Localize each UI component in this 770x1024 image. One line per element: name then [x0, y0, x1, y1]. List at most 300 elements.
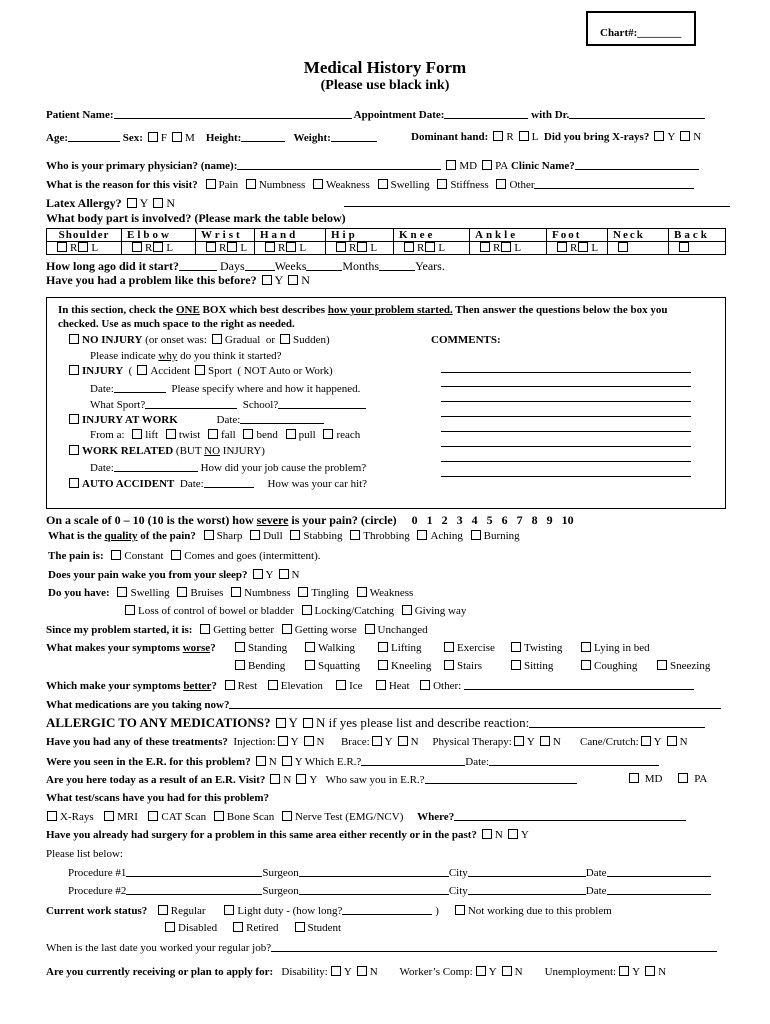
- sudden-label: Sudden): [293, 334, 330, 346]
- giving-way-label: Giving way: [414, 605, 467, 617]
- before-n-checkbox[interactable]: [288, 275, 298, 285]
- do-you-have-row: [48, 587, 413, 599]
- better-other-checkbox[interactable]: [420, 680, 430, 690]
- heat-checkbox[interactable]: [376, 680, 386, 690]
- bowel-bladder-label: Loss of control of bowel or bladder: [138, 605, 294, 617]
- duration-years-field[interactable]: [379, 260, 415, 271]
- weakness-checkbox[interactable]: [357, 587, 367, 597]
- before-y-label: Y: [274, 273, 284, 287]
- worse-twisting: [506, 642, 562, 654]
- unemployment-y-checkbox[interactable]: [619, 966, 629, 976]
- procedure-row: [68, 884, 711, 897]
- work-related-text: INJURY): [220, 445, 265, 457]
- weight-label: Weight:: [293, 132, 331, 144]
- n-label: N: [369, 966, 378, 978]
- comment-line[interactable]: [441, 446, 691, 447]
- throbbing-checkbox[interactable]: [350, 530, 360, 540]
- physician-label: Who is your primary physician? (name):: [46, 160, 238, 172]
- y-label: Y: [290, 736, 299, 748]
- school-label: School?: [242, 399, 279, 411]
- r-label: R: [145, 242, 153, 254]
- procedure-date-field[interactable]: [607, 884, 711, 895]
- student-checkbox[interactable]: [295, 922, 305, 932]
- accident-checkbox[interactable]: [137, 365, 147, 375]
- intermittent-checkbox[interactable]: [171, 550, 181, 560]
- work-mechanism-row: [90, 429, 360, 441]
- no-injury-checkbox[interactable]: [69, 334, 79, 344]
- indicate-why-row: [90, 350, 282, 362]
- shoulder-l-checkbox[interactable]: [78, 242, 88, 252]
- worse-kneeling: [373, 660, 431, 672]
- since-row: [46, 624, 428, 636]
- kneeling-checkbox[interactable]: [378, 660, 388, 670]
- unchanged-checkbox[interactable]: [365, 624, 375, 634]
- r-label: R: [570, 242, 578, 254]
- brace-label: Brace:: [340, 736, 370, 748]
- car-hit-label: How was your car hit?: [267, 478, 368, 490]
- bend-label: bend: [256, 429, 278, 441]
- worse-sneezing: [652, 660, 710, 672]
- duration-months-field[interactable]: [306, 260, 342, 271]
- light-duty-label: Light duty - (how long?: [237, 905, 343, 917]
- school-field[interactable]: [278, 398, 366, 409]
- weight-field[interactable]: [331, 131, 377, 142]
- bruises-checkbox[interactable]: [177, 587, 187, 597]
- er-label: Were you seen in the E.R. for this problem?: [46, 756, 251, 768]
- sport-label: Sport: [208, 365, 232, 377]
- allergic-n-checkbox[interactable]: [303, 718, 313, 728]
- back-cell: [669, 242, 726, 255]
- dull-label: Dull: [263, 530, 283, 542]
- getting-worse-checkbox[interactable]: [282, 624, 292, 634]
- reason-other-checkbox[interactable]: [496, 179, 506, 189]
- dull-checkbox[interactable]: [250, 530, 260, 540]
- latex-row: [46, 196, 175, 211]
- surgeon-field[interactable]: [299, 884, 449, 895]
- light-duty-checkbox[interactable]: [224, 905, 234, 915]
- hip-r-checkbox[interactable]: [336, 242, 346, 252]
- medications-field[interactable]: [229, 698, 721, 709]
- walking-checkbox[interactable]: [305, 642, 315, 652]
- better-word: better: [183, 680, 212, 692]
- surgery-n-checkbox[interactable]: [482, 829, 492, 839]
- sex-f-checkbox[interactable]: [148, 132, 158, 142]
- col-knee: Knee: [394, 229, 470, 242]
- rest-label: Rest: [237, 680, 258, 692]
- injury-label: INJURY: [82, 365, 124, 377]
- injury-work-label: INJURY AT WORK: [82, 414, 178, 426]
- elevation-label: Elevation: [280, 680, 323, 692]
- gradual-label: Gradual: [224, 334, 261, 346]
- not-working-label: Not working due to this problem: [467, 905, 612, 917]
- physician-pa-checkbox[interactable]: [482, 160, 492, 170]
- treatments-label: Have you had any of these treatments?: [46, 736, 228, 748]
- comment-line[interactable]: [441, 476, 691, 477]
- regular-checkbox[interactable]: [158, 905, 168, 915]
- hip-l-checkbox[interactable]: [357, 242, 367, 252]
- bending-label: Bending: [248, 660, 286, 672]
- bending-checkbox[interactable]: [235, 660, 245, 670]
- auto-date-field[interactable]: [204, 477, 254, 488]
- where-field[interactable]: [454, 810, 686, 821]
- pain-scale-values[interactable]: [412, 513, 574, 527]
- er-n-checkbox[interactable]: [256, 756, 266, 766]
- sex-f-label: F: [160, 132, 168, 144]
- lifting-checkbox[interactable]: [378, 642, 388, 652]
- injection-n-checkbox[interactable]: [304, 736, 314, 746]
- better-other-field[interactable]: [464, 679, 694, 690]
- dominant-l-label: L: [531, 131, 539, 143]
- do-you-have-row-2: [120, 605, 466, 617]
- age-label: Age:: [46, 132, 68, 144]
- disability-y-checkbox[interactable]: [331, 966, 341, 976]
- elbow-r-checkbox[interactable]: [132, 242, 142, 252]
- er-pa-label: PA: [694, 773, 708, 785]
- xrays-test-label: X-Rays: [60, 811, 94, 823]
- intro-text: BOX which best describes: [199, 304, 328, 316]
- pain-1[interactable]: 1: [426, 513, 433, 527]
- squatting-checkbox[interactable]: [305, 660, 315, 670]
- sitting-checkbox[interactable]: [511, 660, 521, 670]
- comment-line[interactable]: [441, 431, 691, 432]
- appointment-date-label: Appointment Date:: [353, 109, 445, 121]
- reason-stiffness-label: Stiffness: [450, 179, 489, 191]
- latex-y-checkbox[interactable]: [127, 198, 137, 208]
- xrays-n-checkbox[interactable]: [680, 131, 690, 141]
- student-label: Student: [307, 922, 342, 934]
- pain-8[interactable]: 8: [531, 513, 538, 527]
- mri-checkbox[interactable]: [104, 811, 114, 821]
- work-date-row: [90, 461, 366, 474]
- allergic-y-label: Y: [288, 715, 298, 730]
- pain-4[interactable]: 4: [471, 513, 478, 527]
- back-checkbox[interactable]: [679, 242, 689, 252]
- stairs-checkbox[interactable]: [444, 660, 454, 670]
- worse-text: ?: [210, 642, 216, 654]
- reason-weakness-checkbox[interactable]: [313, 179, 323, 189]
- latex-y-label: Y: [139, 196, 149, 210]
- work-related-text: (BUT: [175, 445, 205, 457]
- reason-label: What is the reason for this visit?: [46, 179, 198, 191]
- swelling-checkbox[interactable]: [117, 587, 127, 597]
- coughing-checkbox[interactable]: [581, 660, 591, 670]
- sport-field[interactable]: [145, 398, 237, 409]
- disability-label: Disability:: [281, 966, 328, 978]
- hand-r-checkbox[interactable]: [265, 242, 275, 252]
- nerve-test-checkbox[interactable]: [282, 811, 292, 821]
- hand-rl-cell: [255, 242, 326, 255]
- er-which-field[interactable]: [361, 755, 465, 766]
- before-y-checkbox[interactable]: [262, 275, 272, 285]
- r-label: R: [278, 242, 286, 254]
- pain-6[interactable]: 6: [501, 513, 508, 527]
- worse-exercise: [439, 642, 495, 654]
- latex-reaction-line[interactable]: [344, 206, 730, 207]
- appointment-date-field[interactable]: [444, 108, 528, 119]
- shoulder-r-checkbox[interactable]: [57, 242, 67, 252]
- better-text: ?: [211, 680, 217, 692]
- pt-y-checkbox[interactable]: [514, 736, 524, 746]
- surgeon-field[interactable]: [299, 866, 449, 877]
- city-field[interactable]: [468, 884, 586, 895]
- brace-n-checkbox[interactable]: [398, 736, 408, 746]
- er-visit-n-label: N: [283, 774, 292, 786]
- tingling-checkbox[interactable]: [298, 587, 308, 597]
- reach-checkbox[interactable]: [323, 429, 333, 439]
- reason-numbness-label: Numbness: [258, 179, 306, 191]
- physician-md-checkbox[interactable]: [446, 160, 456, 170]
- allergic-y-checkbox[interactable]: [276, 718, 286, 728]
- pain-5[interactable]: 5: [486, 513, 493, 527]
- doctor-field[interactable]: [569, 108, 705, 119]
- stairs-label: Stairs: [457, 660, 483, 672]
- rest-checkbox[interactable]: [225, 680, 235, 690]
- er-date-field[interactable]: [489, 755, 659, 766]
- procedure-label: Procedure #1: [68, 867, 127, 879]
- reason-pain-checkbox[interactable]: [206, 179, 216, 189]
- er-date-label: Date:: [465, 756, 490, 768]
- neck-cell: [608, 242, 669, 255]
- sneezing-checkbox[interactable]: [657, 660, 667, 670]
- injury-checkbox[interactable]: [69, 365, 79, 375]
- workers-comp-n-checkbox[interactable]: [502, 966, 512, 976]
- last-date-label: When is the last date you worked your regular job?: [46, 942, 272, 954]
- clinic-field[interactable]: [575, 159, 699, 170]
- cat-scan-label: CAT Scan: [161, 811, 207, 823]
- wrist-l-checkbox[interactable]: [227, 242, 237, 252]
- lift-label: lift: [145, 429, 159, 441]
- reason-other-label: Other: [509, 179, 535, 191]
- date-label: Date:: [216, 414, 241, 426]
- knee-r-checkbox[interactable]: [404, 242, 414, 252]
- foot-l-checkbox[interactable]: [578, 242, 588, 252]
- getting-better-checkbox[interactable]: [200, 624, 210, 634]
- exercise-checkbox[interactable]: [444, 642, 454, 652]
- procedure-field[interactable]: [126, 884, 262, 895]
- injury-date-field[interactable]: [114, 382, 166, 393]
- injection-y-checkbox[interactable]: [278, 736, 288, 746]
- xrays-test-checkbox[interactable]: [47, 811, 57, 821]
- cat-scan-checkbox[interactable]: [148, 811, 158, 821]
- unemployment-label: Unemployment:: [544, 966, 617, 978]
- weakness-label: Weakness: [369, 587, 414, 599]
- pain-is-row: [48, 550, 321, 562]
- locking-checkbox[interactable]: [302, 605, 312, 615]
- not-working-checkbox[interactable]: [455, 905, 465, 915]
- gradual-checkbox[interactable]: [212, 334, 222, 344]
- allergic-row: [46, 715, 705, 731]
- fall-checkbox[interactable]: [208, 429, 218, 439]
- cane-y-checkbox[interactable]: [641, 736, 651, 746]
- bend-checkbox[interactable]: [243, 429, 253, 439]
- injury-work-row: [64, 413, 324, 426]
- work-date-field[interactable]: [240, 413, 324, 424]
- auto-accident-checkbox[interactable]: [69, 478, 79, 488]
- pt-label: Physical Therapy:: [432, 736, 512, 748]
- last-date-field[interactable]: [271, 941, 717, 952]
- comment-line[interactable]: [441, 401, 691, 402]
- disability-n-checkbox[interactable]: [357, 966, 367, 976]
- constant-checkbox[interactable]: [111, 550, 121, 560]
- twist-checkbox[interactable]: [166, 429, 176, 439]
- comment-line[interactable]: [441, 461, 691, 462]
- allergic-reaction-field[interactable]: [529, 717, 705, 728]
- since-label: Since my problem started, it is:: [46, 624, 193, 636]
- ankle-r-checkbox[interactable]: [480, 242, 490, 252]
- numbness-checkbox[interactable]: [231, 587, 241, 597]
- bone-scan-label: Bone Scan: [226, 811, 275, 823]
- age-field[interactable]: [68, 131, 120, 142]
- latex-n-checkbox[interactable]: [153, 198, 163, 208]
- r-label: R: [70, 242, 78, 254]
- aching-checkbox[interactable]: [417, 530, 427, 540]
- knee-l-checkbox[interactable]: [425, 242, 435, 252]
- patient-name-row: [46, 108, 705, 121]
- er-y-checkbox[interactable]: [282, 756, 292, 766]
- elbow-l-checkbox[interactable]: [153, 242, 163, 252]
- giving-way-checkbox[interactable]: [402, 605, 412, 615]
- er-n-label: N: [268, 756, 277, 768]
- duration-weeks-field[interactable]: [245, 260, 275, 271]
- city-field[interactable]: [468, 866, 586, 877]
- disabled-label: Disabled: [178, 922, 218, 934]
- ankle-l-checkbox[interactable]: [501, 242, 511, 252]
- stabbing-label: Stabbing: [303, 530, 343, 542]
- wrist-r-checkbox[interactable]: [206, 242, 216, 252]
- duration-days-field[interactable]: [179, 260, 217, 271]
- age-row: [46, 131, 377, 144]
- surgery-y-checkbox[interactable]: [508, 829, 518, 839]
- pt-n-checkbox[interactable]: [540, 736, 550, 746]
- pain-0[interactable]: 0: [411, 513, 418, 527]
- procedure-date-field[interactable]: [607, 866, 711, 877]
- unemployment-n-checkbox[interactable]: [645, 966, 655, 976]
- worse-standing: [230, 642, 287, 654]
- throbbing-label: Throbbing: [363, 530, 410, 542]
- disabled-checkbox[interactable]: [165, 922, 175, 932]
- xrays-y-checkbox[interactable]: [654, 131, 664, 141]
- injury-work-checkbox[interactable]: [69, 414, 79, 424]
- pain-is-label: The pain is:: [48, 550, 104, 562]
- better-other-label: Other:: [433, 680, 462, 692]
- er-visit-y-checkbox[interactable]: [296, 774, 306, 784]
- onset-was-label: (or onset was:: [145, 334, 207, 346]
- patient-name-field[interactable]: [114, 108, 352, 119]
- injury-row: INJURY ( Accident Sport ( NOT Auto or Work): [64, 365, 333, 377]
- work-related-no: NO: [204, 445, 221, 457]
- body-part-table: [46, 228, 726, 255]
- work-related-date-field[interactable]: [114, 461, 198, 472]
- lying-checkbox[interactable]: [581, 642, 591, 652]
- comment-line[interactable]: [441, 386, 691, 387]
- nerve-test-label: Nerve Test (EMG/NCV): [294, 811, 404, 823]
- burning-checkbox[interactable]: [471, 530, 481, 540]
- er-md-checkbox[interactable]: [629, 773, 639, 783]
- squatting-label: Squatting: [318, 660, 361, 672]
- bowel-bladder-checkbox[interactable]: [125, 605, 135, 615]
- wake-n-checkbox[interactable]: [279, 569, 289, 579]
- pain-9[interactable]: 9: [546, 513, 553, 527]
- sharp-checkbox[interactable]: [204, 530, 214, 540]
- worse-label: [46, 642, 216, 654]
- medications-label: What medications are you taking now?: [46, 699, 230, 711]
- pain-2[interactable]: 2: [441, 513, 448, 527]
- dominant-l-checkbox[interactable]: [519, 131, 529, 141]
- reason-stiffness-checkbox[interactable]: [437, 179, 447, 189]
- twisting-checkbox[interactable]: [511, 642, 521, 652]
- allergic-n-label: N if yes please list and describe reaction:: [315, 715, 530, 730]
- procedure-field[interactable]: [126, 866, 262, 877]
- pain-10[interactable]: 10: [561, 513, 574, 527]
- dominant-r-checkbox[interactable]: [493, 131, 503, 141]
- bone-scan-checkbox[interactable]: [214, 811, 224, 821]
- light-duty-field[interactable]: [342, 904, 432, 915]
- height-field[interactable]: [241, 131, 285, 142]
- er-pa-checkbox[interactable]: [678, 773, 688, 783]
- sex-m-checkbox[interactable]: [172, 132, 182, 142]
- workers-comp-y-checkbox[interactable]: [476, 966, 486, 976]
- sex-label: Sex:: [122, 132, 143, 144]
- cane-n-checkbox[interactable]: [667, 736, 677, 746]
- y-label: Y: [384, 736, 393, 748]
- brace-y-checkbox[interactable]: [372, 736, 382, 746]
- chart-number-box: [586, 11, 696, 46]
- sport-row: [90, 398, 366, 411]
- comment-line[interactable]: [441, 372, 691, 373]
- lift-checkbox[interactable]: [132, 429, 142, 439]
- pain-7[interactable]: 7: [516, 513, 523, 527]
- xrays-y-label: Y: [667, 131, 676, 143]
- work-related-checkbox[interactable]: [69, 445, 79, 455]
- work-related-row: [64, 445, 265, 457]
- indicate-text: do you think it started?: [177, 350, 282, 362]
- wake-y-checkbox[interactable]: [253, 569, 263, 579]
- reason-swelling-checkbox[interactable]: [378, 179, 388, 189]
- ice-checkbox[interactable]: [336, 680, 346, 690]
- dominant-hand-label: Dominant hand:: [411, 131, 489, 143]
- l-label: L: [370, 242, 378, 254]
- surgery-label: Have you already had surgery for a problem in this same area either recently or in the past?: [46, 829, 477, 841]
- pull-checkbox[interactable]: [286, 429, 296, 439]
- r-label: R: [493, 242, 501, 254]
- neck-checkbox[interactable]: [618, 242, 628, 252]
- standing-checkbox[interactable]: [235, 642, 245, 652]
- stabbing-checkbox[interactable]: [290, 530, 300, 540]
- who-saw-field[interactable]: [425, 773, 577, 784]
- retired-checkbox[interactable]: [233, 922, 243, 932]
- er-visit-n-checkbox[interactable]: [270, 774, 280, 784]
- pull-label: pull: [298, 429, 316, 441]
- sport-checkbox[interactable]: [195, 365, 205, 375]
- foot-r-checkbox[interactable]: [557, 242, 567, 252]
- reason-other-field[interactable]: [534, 178, 694, 189]
- sudden-checkbox[interactable]: [280, 334, 290, 344]
- twisting-label: Twisting: [524, 642, 563, 654]
- date-label: Date:: [90, 462, 114, 474]
- body-part-label: What body part is involved? (Please mark the table below): [46, 211, 346, 225]
- er-visit-label: Are you here today as a result of an E.R. Visit?: [46, 774, 266, 786]
- elevation-checkbox[interactable]: [268, 680, 278, 690]
- aching-label: Aching: [430, 530, 463, 542]
- physician-field[interactable]: [237, 159, 441, 170]
- reason-numbness-checkbox[interactable]: [246, 179, 256, 189]
- comment-line[interactable]: [441, 416, 691, 417]
- pain-3[interactable]: 3: [456, 513, 463, 527]
- hand-l-checkbox[interactable]: [286, 242, 296, 252]
- getting-better-label: Getting better: [213, 624, 274, 636]
- no-injury-row: [64, 334, 330, 346]
- reason-pain-label: Pain: [218, 179, 239, 191]
